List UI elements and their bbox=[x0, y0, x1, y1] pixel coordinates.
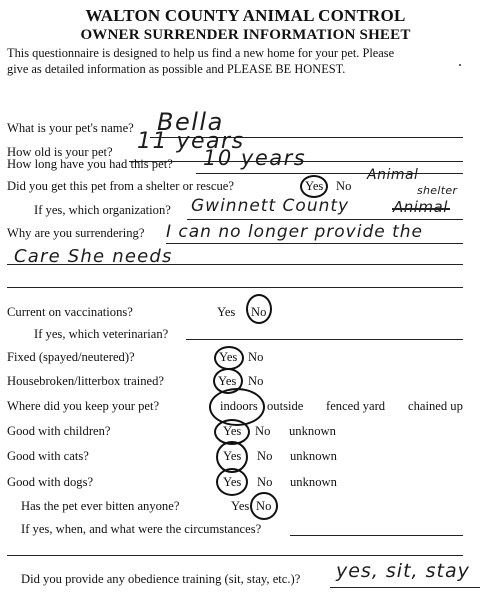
answer-duration[interactable]: 10 years bbox=[203, 146, 307, 170]
answer-line-reason-1 bbox=[166, 243, 463, 244]
option-vaccinations-no[interactable]: No bbox=[251, 305, 267, 319]
intro-line-2: give as detailed information as possible and PLEASE BE HONEST. bbox=[7, 62, 346, 76]
answer-organization[interactable]: Gwinnett County bbox=[191, 196, 350, 216]
option-children-no[interactable]: No bbox=[255, 424, 271, 438]
form-subtitle: OWNER SURRENDER INFORMATION SHEET bbox=[80, 27, 411, 43]
answer-line-duration bbox=[196, 173, 463, 174]
annotation-animal: Animal bbox=[367, 167, 419, 183]
question-where-kept: Where did you keep your pet? bbox=[7, 399, 160, 413]
annotation-shelter: shelter bbox=[417, 184, 458, 197]
question-circumstances: If yes, when, and what were the circumstances? bbox=[21, 522, 262, 536]
answer-line-reason-3 bbox=[7, 287, 463, 288]
option-fixed-yes[interactable]: Yes bbox=[219, 350, 238, 364]
option-dogs-unknown[interactable]: unknown bbox=[290, 475, 337, 489]
answer-line-organization bbox=[187, 219, 463, 220]
question-housebroken: Housebroken/litterbox trained? bbox=[7, 374, 165, 388]
answer-line-reason-2 bbox=[7, 264, 463, 265]
selection-circle bbox=[216, 468, 248, 496]
answer-reason-line-1[interactable]: I can no longer provide the bbox=[166, 222, 423, 242]
selection-circle bbox=[214, 346, 244, 370]
option-indoors[interactable]: indoors bbox=[220, 399, 258, 413]
question-pet-age: How old is your pet? bbox=[7, 145, 113, 159]
answer-pet-name[interactable]: Bella bbox=[157, 108, 224, 136]
answer-reason-line-2[interactable]: Care She needs bbox=[14, 246, 173, 267]
selection-circle bbox=[250, 492, 278, 520]
option-children-yes[interactable]: Yes bbox=[223, 424, 242, 438]
answer-training[interactable]: yes, sit, stay bbox=[336, 560, 470, 582]
option-housebroken-yes[interactable]: Yes bbox=[218, 374, 237, 388]
question-reason: Why are you surrendering? bbox=[7, 226, 145, 240]
strike-through-line bbox=[392, 208, 450, 210]
answer-line-circumstances-1 bbox=[290, 535, 463, 536]
option-cats-yes[interactable]: Yes bbox=[223, 449, 242, 463]
question-training: Did you provide any obedience training (sit, stay, etc.)? bbox=[21, 572, 301, 586]
question-cats: Good with cats? bbox=[7, 449, 89, 463]
selection-circle bbox=[300, 175, 328, 198]
question-duration: How long have you had this pet? bbox=[7, 157, 173, 171]
question-bitten: Has the pet ever bitten anyone? bbox=[21, 499, 180, 513]
answer-line-training bbox=[330, 587, 480, 588]
question-organization: If yes, which organization? bbox=[34, 203, 171, 217]
option-outside[interactable]: outside bbox=[267, 399, 304, 413]
struck-word: Animal bbox=[393, 198, 448, 216]
option-chained-up[interactable]: chained up bbox=[408, 399, 463, 413]
option-vaccinations-yes[interactable]: Yes bbox=[217, 305, 236, 319]
answer-line-veterinarian bbox=[186, 339, 463, 340]
intro-line-1: This questionnaire is designed to help us find a new home for your pet. Please bbox=[7, 46, 395, 60]
option-dogs-no[interactable]: No bbox=[257, 475, 273, 489]
question-vaccinations: Current on vaccinations? bbox=[7, 305, 133, 319]
option-bitten-no[interactable]: No bbox=[256, 499, 272, 513]
selection-circle bbox=[246, 294, 272, 324]
option-shelter-yes[interactable]: Yes bbox=[305, 179, 324, 193]
option-cats-no[interactable]: No bbox=[257, 449, 273, 463]
question-dogs: Good with dogs? bbox=[7, 475, 94, 489]
question-shelter: Did you get this pet from a shelter or rescue? bbox=[7, 179, 234, 193]
question-pet-name: What is your pet's name? bbox=[7, 121, 134, 135]
question-fixed: Fixed (spayed/neutered)? bbox=[7, 350, 135, 364]
option-cats-unknown[interactable]: unknown bbox=[290, 449, 337, 463]
question-veterinarian: If yes, which veterinarian? bbox=[34, 327, 169, 341]
form-title: WALTON COUNTY ANIMAL CONTROL bbox=[85, 6, 406, 25]
option-fenced-yard[interactable]: fenced yard bbox=[326, 399, 386, 413]
option-bitten-yes[interactable]: Yes bbox=[231, 499, 250, 513]
scan-speck bbox=[459, 64, 461, 66]
option-housebroken-no[interactable]: No bbox=[248, 374, 264, 388]
answer-line-circumstances-2 bbox=[7, 555, 463, 556]
option-fixed-no[interactable]: No bbox=[248, 350, 264, 364]
answer-pet-age[interactable]: 11 years bbox=[137, 129, 245, 154]
option-dogs-yes[interactable]: Yes bbox=[223, 475, 242, 489]
question-children: Good with children? bbox=[7, 424, 111, 438]
option-children-unknown[interactable]: unknown bbox=[289, 424, 336, 438]
option-shelter-no[interactable]: No bbox=[336, 179, 352, 193]
